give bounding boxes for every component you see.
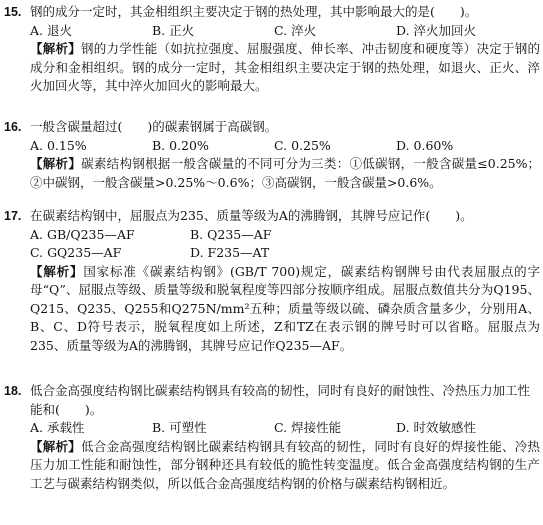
option-a: A. GB/Q235—AF [30,226,135,242]
question-17 [4,207,540,355]
analysis-label: 【解析】 [30,263,84,279]
question-18 [4,382,540,493]
question-number: 17. [4,209,22,223]
option-b: B. Q235—AF [190,226,272,242]
option-d: D. 淬火加回火 [396,22,477,38]
analysis-text: 低合金高强度结构钢比碳素结构钢具有较高的韧性，同时有良好的焊接性能、冷热压力加工性能和耐蚀性，部分钢种还具有较低的脆性转变温度。低合金高强度结构钢的生产工艺与碳素结构钢类似，所以低合金高强度结构钢的价格与碳素结构钢相近。 [30,438,540,491]
options-row [4,244,540,263]
analysis-label: 【解析】 [30,41,82,56]
question-stem: 钢的成分一定时，其金相组织主要决定于钢的热处理，其中影响最大的是( )。 [30,4,478,19]
option-a: A. 0.15% [30,137,87,153]
question-16 [4,118,540,192]
question-stem: 低合金高强度结构钢比碳素结构钢具有较高的韧性，同时有良好的耐蚀性、冷热压力加工性能和( )。 [30,383,531,417]
option-b: B. 可塑性 [152,420,207,435]
analysis-block [4,263,540,356]
question-stem-row [4,382,540,419]
option-c: C. GQ235—AF [30,245,122,260]
analysis-text: 碳素结构钢根据一般含碳量的不同可分为三类：①低碳钢，一般含碳量≤0.25%；②中碳钢，一般含碳量>0.25%～0.6%；③高碳钢，一般含碳量>0.6%。 [30,156,540,190]
analysis-label: 【解析】 [30,438,82,454]
options-row [4,226,540,245]
options-row [4,419,540,438]
options-row [4,137,540,156]
option-d: D. 0.60% [396,137,454,153]
analysis-block [4,438,540,494]
question-stem: 一般含碳量超过( )的碳素钢属于高碳钢。 [30,119,278,134]
analysis-text: 国家标准《碳素结构钢》(GB/T 700)规定，碳素结构钢牌号由代表屈服点的字母“Q”、屈服点等级、质量等级和脱氧程度等四部分按顺序组成。屈服点数值共分为Q195、Q215、Q235、Q255和Q275N/mm²五种；质量等级以硫、磷杂质含量多少，分别用A、B、C、D符号表示，脱氧程度如上所述，Z和TZ在表示钢的牌号时可以省略。屈服点为235、质量等级为A的沸腾钢，其牌号应记作Q235—AF。 [30,263,540,353]
question-stem-row [4,3,540,22]
analysis-text: 钢的力学性能（如抗拉强度、屈服强度、伸长率、冲击韧度和硬度等）决定于钢的成分和金相组织。钢的成分一定时，其金相组织主要决定于钢的热处理，如退火、正火、淬火加回火等，其中淬火加回火的影响最大。 [30,41,540,93]
question-stem-row [4,118,540,137]
question-number: 15. [4,5,22,19]
question-stem: 在碳素结构钢中，屈服点为235、质量等级为A的沸腾钢，其牌号应记作( )。 [30,208,473,223]
options-row [4,22,540,41]
question-number: 16. [4,120,22,134]
option-a: A. 退火 [30,22,72,38]
option-d: D. F235—AT [190,245,270,260]
option-d: D. 时效敏感性 [396,420,477,435]
analysis-block [4,40,540,96]
analysis-label: 【解析】 [30,156,82,171]
option-a: A. 承载性 [30,420,85,435]
analysis-block [4,155,540,192]
option-b: B. 0.20% [152,137,209,153]
question-stem-row [4,207,540,226]
option-c: C. 0.25% [274,137,331,153]
option-b: B. 正火 [152,22,195,38]
question-15 [4,3,540,96]
question-number: 18. [4,384,22,398]
option-c: C. 淬火 [274,22,317,38]
option-c: C. 焊接性能 [274,420,342,435]
